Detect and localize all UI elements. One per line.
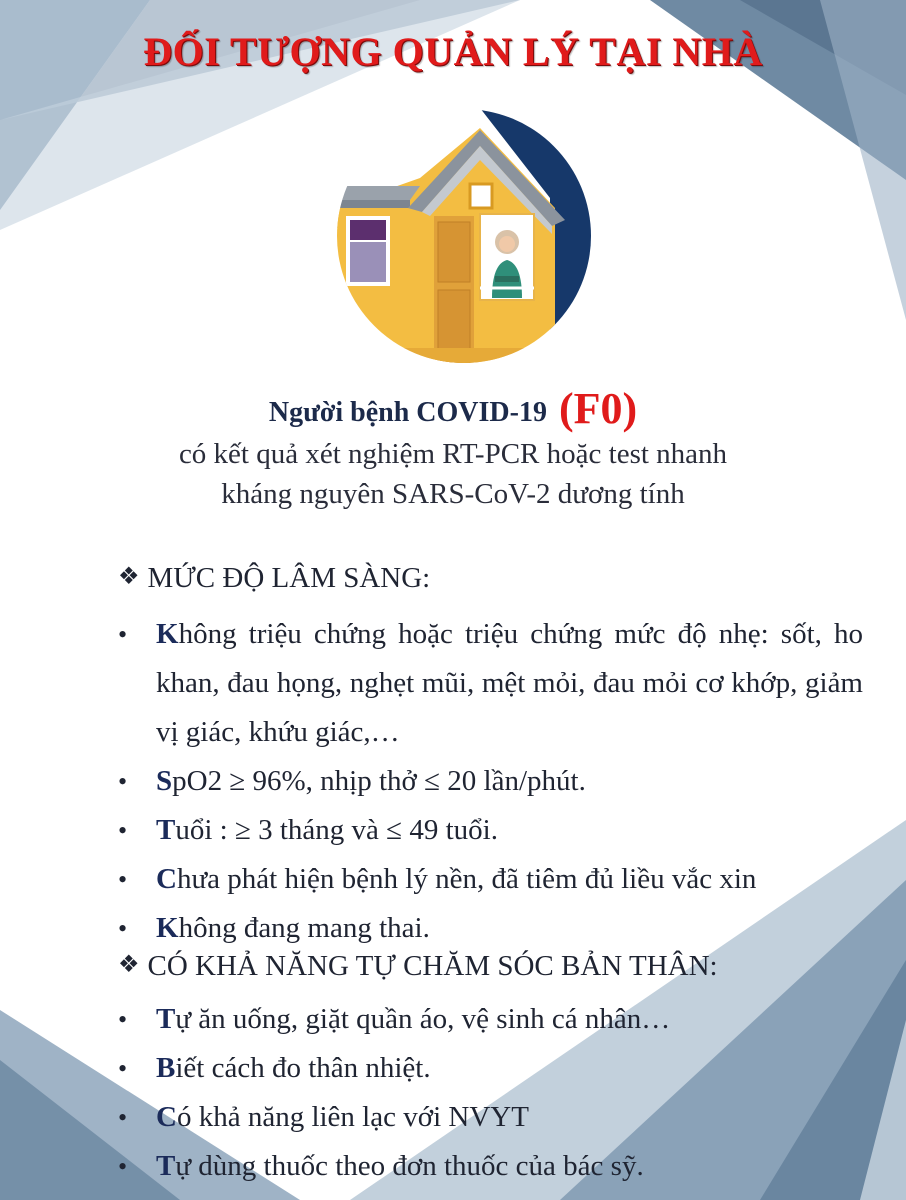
test-description-line2: kháng nguyên SARS-CoV-2 dương tính (221, 478, 685, 510)
item-initial: B (156, 1052, 176, 1084)
list-item (118, 806, 863, 855)
bullet-icon: • (118, 1054, 128, 1083)
diamond-bullet-icon: ❖ (118, 564, 140, 590)
bullet-icon: • (118, 914, 128, 943)
item-initial: T (156, 1150, 176, 1182)
bullet-icon: • (118, 1152, 128, 1181)
section-heading-self-care (118, 950, 718, 983)
bullet-icon: • (118, 1005, 128, 1034)
item-text: uổi : ≥ 3 tháng và ≤ 49 tuổi. (175, 814, 498, 846)
item-text: pO2 ≥ 96%, nhịp thở ≤ 20 lần/phút. (172, 765, 586, 797)
patient-heading (0, 383, 906, 434)
item-initial: S (156, 765, 173, 797)
section-heading-clinical (118, 562, 430, 595)
list-item (118, 757, 863, 806)
item-initial: C (156, 1101, 177, 1133)
bullet-icon: • (118, 767, 128, 796)
item-initial: C (156, 863, 177, 895)
bullet-icon: • (118, 816, 128, 845)
bullet-icon: • (118, 865, 128, 894)
patient-heading-text: Người bệnh COVID-19 (268, 397, 547, 428)
list-item (118, 1142, 863, 1191)
diamond-bullet-icon: ❖ (118, 952, 140, 978)
item-text: hưa phát hiện bệnh lý nền, đã tiêm đủ liều vắc xin (176, 863, 757, 895)
item-text: hông triệu chứng hoặc triệu chứng mức độ nhẹ: sốt, ho khan, đau họng, nghẹt mũi, mệt mỏi, đau mỏi cơ khớp, giảm vị giác, khứu giác,… (156, 618, 863, 748)
section-heading-text: MỨC ĐỘ LÂM SÀNG: (147, 562, 431, 594)
item-initial: T (156, 814, 176, 846)
item-text: ự dùng thuốc theo đơn thuốc của bác sỹ. (175, 1150, 644, 1182)
bullet-icon: • (118, 1103, 128, 1132)
self-care-list (118, 995, 863, 1191)
item-text: hông đang mang thai. (178, 912, 430, 944)
patient-definition (0, 383, 906, 514)
list-item (118, 904, 863, 953)
item-text: ó khả năng liên lạc với NVYT (176, 1101, 529, 1133)
item-initial: T (156, 1003, 176, 1035)
item-text: iết cách đo thân nhiệt. (175, 1052, 431, 1084)
page-title: ĐỐI TƯỢNG QUẢN LÝ TẠI NHÀ (143, 29, 763, 74)
clinical-criteria-list (118, 610, 863, 953)
section-heading-text: CÓ KHẢ NĂNG TỰ CHĂM SÓC BẢN THÂN: (147, 950, 718, 982)
list-item (118, 1093, 863, 1142)
bullet-icon: • (118, 620, 128, 649)
f0-badge: (F0) (558, 384, 638, 433)
test-description-line1: có kết quả xét nghiệm RT-PCR hoặc test nhanh (178, 438, 728, 470)
item-initial: K (156, 618, 179, 650)
item-initial: K (156, 912, 179, 944)
house-with-person-icon (330, 108, 598, 363)
list-item (118, 610, 863, 757)
list-item (118, 1044, 863, 1093)
item-text: ự ăn uống, giặt quần áo, vệ sinh cá nhân… (175, 1003, 671, 1035)
list-item (118, 995, 863, 1044)
list-item (118, 855, 863, 904)
